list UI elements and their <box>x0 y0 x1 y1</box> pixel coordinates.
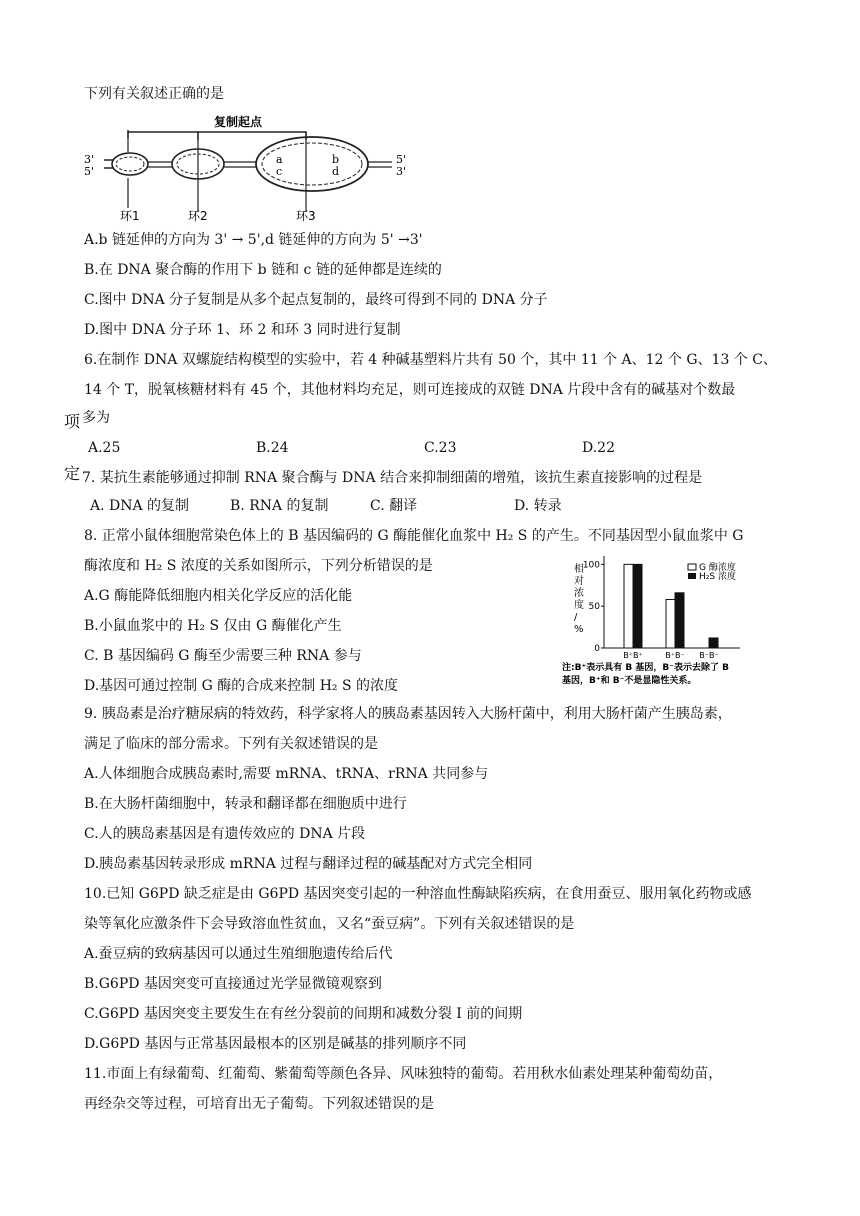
q5-option-b: B.在 DNA 聚合酶的作用下 b 链和 c 链的延伸都是连续的 <box>84 262 442 278</box>
q8-option-d: D.基因可通过控制 G 酶的合成来控制 H₂ S 的浓度 <box>84 678 399 694</box>
y-tick-label: 100 <box>582 560 600 571</box>
legend-swatch-g <box>688 564 696 570</box>
q10-option-b: B.G6PD 基因突变可直接通过光学显微镜观察到 <box>84 976 382 992</box>
ring-1-label: 环1 <box>120 209 140 223</box>
end-left-top: 3' <box>84 153 95 166</box>
q7-option-b: B. RNA 的复制 <box>230 498 329 514</box>
end-left-bottom: 5' <box>84 165 95 178</box>
q6-line-2: 14 个 T，脱氧核糖材料有 45 个，其他材料均充足，则可连接成的双链 DNA 片段中含有的碱基对个数最 <box>84 382 736 398</box>
q10-option-c: C.G6PD 基因突变主要发生在有丝分裂前的间期和减数分裂 Ⅰ 前的间期 <box>84 1006 523 1022</box>
ring-3-label: 环3 <box>296 209 316 223</box>
q9-option-b: B.在大肠杆菌细胞中，转录和翻译都在细胞质中进行 <box>84 796 407 812</box>
q10-line-2: 染等氧化应激条件下会导致溶血性贫血，又名“蚕豆病”。下列有关叙述错误的是 <box>84 916 575 932</box>
y-axis-label-char: 相 <box>574 564 584 575</box>
q8-line-1: 8. 正常小鼠体细胞常染色体上的 B 基因编码的 G 酶能催化血浆中 H₂ S 的产生。不同基因型小鼠血浆中 G <box>84 528 744 544</box>
q9-line-1: 9. 胰岛素是治疗糖尿病的特效药，科学家将人的胰岛素基因转入大肠杆菌中，利用大肠杆菌产生胰岛素， <box>84 706 732 722</box>
bar-h2s-1 <box>633 564 642 648</box>
end-right-top: 5' <box>396 153 407 166</box>
q6-line-1: 6.在制作 DNA 双螺旋结构模型的实验中，若 4 种碱基塑料片共有 50 个，其中 11 个 A、12 个 G、13 个 C、 <box>84 352 777 368</box>
q9-option-a: A.人体细胞合成胰岛素时,需要 mRNA、tRNA、rRNA 共同参与 <box>84 766 489 782</box>
strand-c: c <box>276 165 283 178</box>
intro-line: 下列有关叙述正确的是 <box>84 86 224 102</box>
category-label: B⁺B⁻ <box>665 651 685 660</box>
q8-line-2: 酶浓度和 H₂ S 浓度的关系如图所示，下列分析错误的是 <box>84 558 433 574</box>
y-axis-label-char: / <box>574 612 578 623</box>
q7-option-d: D. 转录 <box>514 498 562 514</box>
q9-option-c: C.人的胰岛素基因是有遗传效应的 DNA 片段 <box>84 826 366 842</box>
origin-label: 复制起点 <box>214 115 263 129</box>
category-label: B⁺B⁺ <box>623 651 643 660</box>
y-axis-label-char: % <box>574 624 584 635</box>
q6-option-d: D.22 <box>582 440 615 456</box>
q6-option-b: B.24 <box>256 440 289 456</box>
y-axis-label-char: 度 <box>574 600 584 611</box>
q9-option-d: D.胰岛素基因转录形成 mRNA 过程与翻译过程的碱基配对方式完全相同 <box>84 856 533 872</box>
bar-g-enzyme-1 <box>624 564 633 648</box>
q11-line-1: 11.市面上有绿葡萄、红葡萄、紫葡萄等颜色各异、风味独特的葡萄。若用秋水仙素处理某种葡萄幼苗， <box>84 1066 723 1082</box>
y-axis-label-char: 对 <box>574 576 584 587</box>
bar-h2s-3 <box>709 638 718 648</box>
strand-a: a <box>276 153 283 166</box>
bar-g-enzyme-2 <box>666 599 675 648</box>
q10-option-d: D.G6PD 基因与正常基因最根本的区别是碱基的排列顺序不同 <box>84 1036 467 1052</box>
y-tick-label: 50 <box>588 602 600 613</box>
category-label: B⁻B⁻ <box>699 651 719 660</box>
end-right-bottom: 3' <box>396 165 407 178</box>
margin-char-1: 项 <box>64 412 81 431</box>
legend-g: G 酶浓度 <box>699 563 736 573</box>
q6-line-3: 多为 <box>82 410 110 426</box>
q5-option-a: A.b 链延伸的方向为 3' → 5',d 链延伸的方向为 5' →3' <box>84 232 423 248</box>
q5-option-d: D.图中 DNA 分子环 1、环 2 和环 3 同时进行复制 <box>84 322 401 338</box>
dna-replication-diagram <box>80 112 420 224</box>
margin-char-2: 定 <box>64 464 81 483</box>
q11-line-2: 再经杂交等过程，可培育出无子葡萄。下列叙述错误的是 <box>84 1096 434 1112</box>
chart-note-2: 基因，B⁺和 B⁻不是显隐性关系。 <box>562 676 697 686</box>
strand-b: b <box>332 153 340 166</box>
q8-option-c: C. B 基因编码 G 酶至少需要三种 RNA 参与 <box>84 648 362 664</box>
strand-d: d <box>332 165 340 178</box>
legend-swatch-h2s <box>688 573 696 579</box>
q7-stem: 7. 某抗生素能够通过抑制 RNA 聚合酶与 DNA 结合来抑制细菌的增殖，该抗生素直接影响的过程是 <box>82 470 703 486</box>
q8-option-a: A.G 酶能降低细胞内相关化学反应的活化能 <box>84 588 353 604</box>
q5-option-c: C.图中 DNA 分子复制是从多个起点复制的，最终可得到不同的 DNA 分子 <box>84 292 548 308</box>
q10-line-1: 10.已知 G6PD 缺乏症是由 G6PD 基因突变引起的一种溶血性酶缺陷疾病，在食用蚕豆、服用氧化药物或感 <box>84 886 752 902</box>
q7-option-c: C. 翻译 <box>370 498 418 514</box>
q7-option-a: A. DNA 的复制 <box>90 498 190 514</box>
q10-option-a: A.蚕豆病的致病基因可以通过生殖细胞遗传给后代 <box>84 946 393 962</box>
y-tick-label: 0 <box>594 644 600 654</box>
bar-h2s-2 <box>675 593 684 648</box>
ring-2-label: 环2 <box>188 209 208 223</box>
y-axis-label-char: 浓 <box>574 588 584 599</box>
q8-option-b: B.小鼠血浆中的 H₂ S 仅由 G 酶催化产生 <box>84 618 342 634</box>
q6-option-a: A.25 <box>88 440 121 456</box>
q9-line-2: 满足了临床的部分需求。下列有关叙述错误的是 <box>84 736 378 752</box>
g-enzyme-h2s-bar-chart <box>560 548 790 688</box>
legend-h2s: H₂S 浓度 <box>699 572 736 582</box>
y-axis-label <box>574 562 584 635</box>
q6-option-c: C.23 <box>424 440 457 456</box>
chart-note-1: 注:B⁺表示具有 B 基因，B⁻表示去除了 B <box>562 663 729 673</box>
